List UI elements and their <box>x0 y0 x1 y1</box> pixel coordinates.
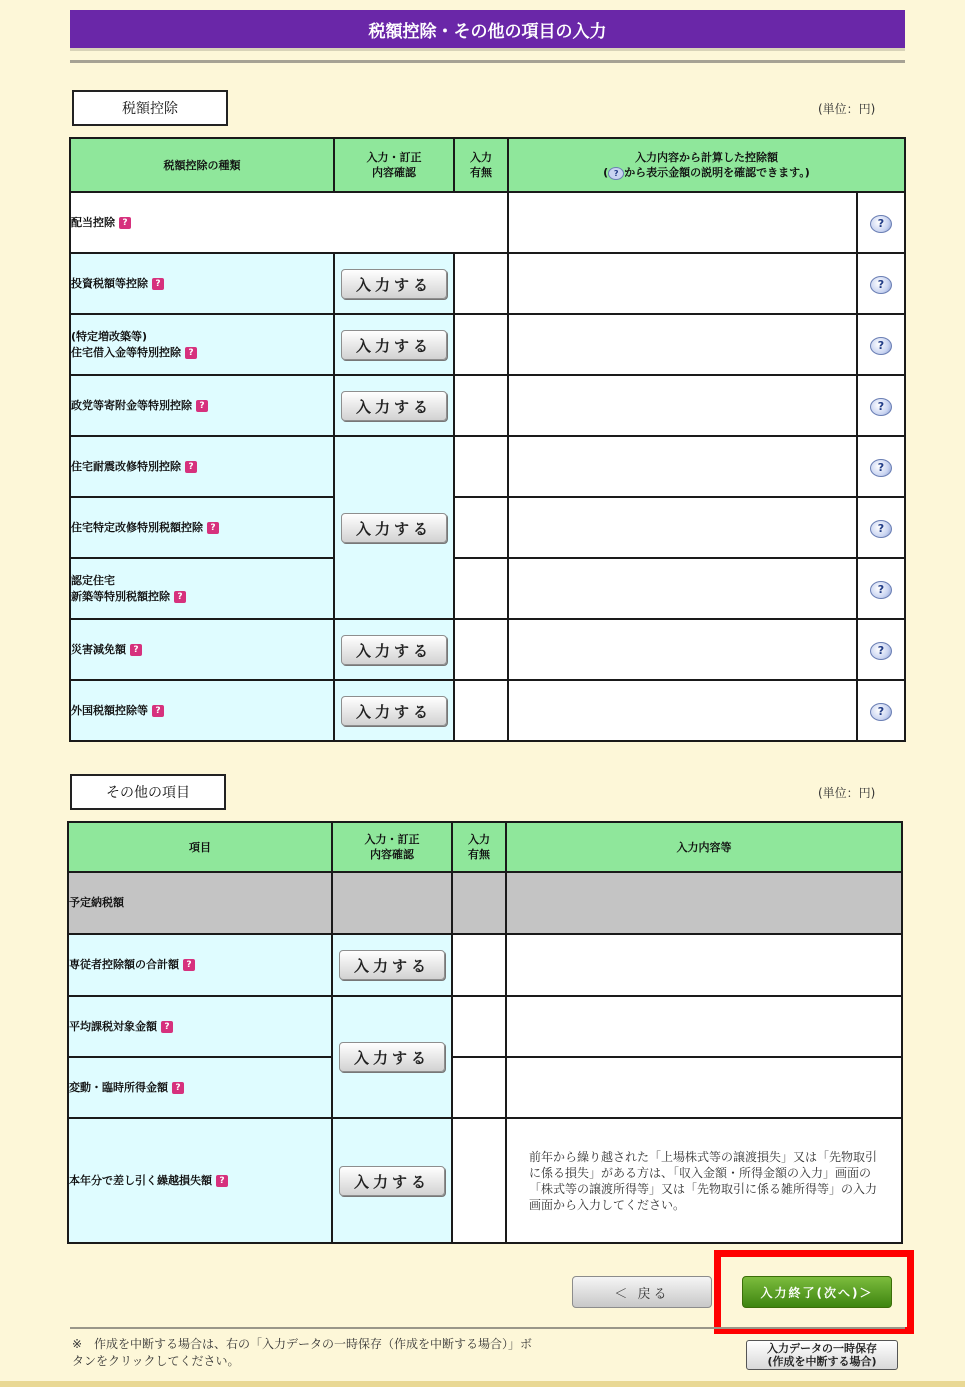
input-button[interactable]: 入力する <box>341 513 447 543</box>
question-icon[interactable]: ? <box>185 347 197 359</box>
table-row <box>70 680 905 741</box>
help-icon[interactable]: ? <box>870 642 892 660</box>
amount-cell <box>508 680 857 741</box>
header-divider <box>70 60 905 63</box>
table-row <box>68 1057 902 1118</box>
input-button[interactable]: 入力する <box>341 269 447 299</box>
col-header-confirm: 入力・訂正 内容確認 <box>332 822 452 872</box>
row-label: 住宅耐震改修特別控除 ? <box>70 436 334 497</box>
temporary-save-button[interactable] <box>746 1340 898 1370</box>
input-button[interactable]: 入力する <box>339 950 445 980</box>
input-button[interactable]: 入力する <box>341 391 447 421</box>
row-label: 本年分で差し引く繰越損失額 ? <box>68 1118 332 1243</box>
table-row <box>68 1118 902 1243</box>
amount-cell <box>508 497 857 558</box>
other-section-label: その他の項目 <box>70 774 226 810</box>
col-header-type: 税額控除の種類 <box>70 138 334 192</box>
input-button[interactable]: 入力する <box>341 696 447 726</box>
input-button[interactable]: 入力する <box>339 1042 445 1072</box>
question-icon[interactable]: ? <box>172 1082 184 1094</box>
presence-cell <box>452 996 506 1057</box>
col-header-presence: 入力 有無 <box>452 822 506 872</box>
table-row <box>70 192 905 253</box>
amount-cell <box>508 558 857 619</box>
help-icon[interactable]: ? <box>870 215 892 233</box>
help-icon[interactable]: ? <box>870 703 892 721</box>
presence-cell <box>454 436 508 497</box>
help-icon[interactable]: ? <box>870 276 892 294</box>
amount-cell <box>508 253 857 314</box>
row-label: 認定住宅 新築等特別税額控除 ? <box>70 558 334 619</box>
presence-cell <box>454 558 508 619</box>
row-label: (特定増改築等) 住宅借入金等特別控除 ? <box>70 314 334 375</box>
table-row <box>70 375 905 436</box>
tax-section-label: 税額控除 <box>72 90 228 126</box>
col-header-content: 入力内容等 <box>506 822 902 872</box>
footer-divider <box>70 1327 905 1329</box>
help-icon[interactable]: ? <box>870 520 892 538</box>
question-icon[interactable]: ? <box>196 400 208 412</box>
question-icon[interactable]: ? <box>161 1021 173 1033</box>
help-icon[interactable]: ? <box>870 459 892 477</box>
help-icon: ? <box>608 167 624 180</box>
row-label: 外国税額控除等 ? <box>70 680 334 741</box>
question-icon[interactable]: ? <box>152 278 164 290</box>
row-label: 予定納税額 <box>68 872 332 934</box>
input-button[interactable]: 入力する <box>339 1166 445 1196</box>
table-row <box>70 558 905 619</box>
save-label-line1: 入力データの一時保存 <box>767 1342 877 1355</box>
question-icon[interactable]: ? <box>119 217 131 229</box>
question-icon[interactable]: ? <box>183 959 195 971</box>
row-label: 平均課税対象金額 ? <box>68 996 332 1057</box>
row-label: 住宅特定改修特別税額控除 ? <box>70 497 334 558</box>
carryover-note: 前年から繰り越された「上場株式等の譲渡損失」又は「先物取引に係る損失」がある方は、「収入金額・所得金額の入力」画面の「株式等の譲渡所得等」又は「先物取引に係る雑所得等」の入力画面から入力してください。 <box>506 1118 902 1243</box>
footer-note: ※ 作成を中断する場合は、右の「入力データの一時保存（作成を中断する場合）」ボタンをクリックしてください。 <box>72 1337 533 1368</box>
input-button[interactable]: 入力する <box>341 635 447 665</box>
row-label: 災害減免額 ? <box>70 619 334 680</box>
question-icon[interactable]: ? <box>207 522 219 534</box>
col-header-confirm: 入力・訂正 内容確認 <box>334 138 454 192</box>
save-label-line2: (作成を中断する場合) <box>767 1355 877 1368</box>
question-icon[interactable]: ? <box>130 644 142 656</box>
help-icon[interactable]: ? <box>870 581 892 599</box>
presence-cell <box>454 253 508 314</box>
page-title: 税額控除・その他の項目の入力 <box>70 10 905 51</box>
highlight-annotation <box>714 1250 914 1334</box>
presence-cell <box>454 680 508 741</box>
amount-cell <box>508 192 857 253</box>
question-icon[interactable]: ? <box>216 1175 228 1187</box>
presence-cell <box>454 619 508 680</box>
other-items-table <box>67 821 903 1244</box>
col-header-item: 項目 <box>68 822 332 872</box>
question-icon[interactable]: ? <box>152 705 164 717</box>
table-row <box>68 996 902 1057</box>
row-label: 配当控除 ? <box>70 192 508 253</box>
question-icon[interactable]: ? <box>174 591 186 603</box>
presence-cell <box>454 375 508 436</box>
content-cell <box>506 996 902 1057</box>
finish-input-next-button[interactable]: 入力終了(次へ)＞ <box>742 1276 892 1308</box>
content-cell <box>506 934 902 996</box>
row-label: 投資税額等控除 ? <box>70 253 334 314</box>
tax-credit-table <box>69 137 906 742</box>
content-cell <box>506 1057 902 1118</box>
presence-cell <box>452 1057 506 1118</box>
other-unit-label: (単位：円) <box>818 786 876 800</box>
col-header-presence: 入力 有無 <box>454 138 508 192</box>
input-button[interactable]: 入力する <box>341 330 447 360</box>
table-row <box>70 619 905 680</box>
presence-cell <box>452 1118 506 1243</box>
table-row <box>68 934 902 996</box>
tax-unit-label: (単位：円) <box>818 102 876 116</box>
help-icon[interactable]: ? <box>870 337 892 355</box>
row-label: 政党等寄附金等特別控除 ? <box>70 375 334 436</box>
amount-cell <box>508 619 857 680</box>
table-row <box>70 436 905 497</box>
presence-cell <box>454 314 508 375</box>
amount-cell <box>508 375 857 436</box>
row-label: 専従者控除額の合計額 ? <box>68 934 332 996</box>
amount-cell <box>508 314 857 375</box>
table-row <box>68 872 902 934</box>
amount-cell <box>508 436 857 497</box>
question-icon[interactable]: ? <box>185 461 197 473</box>
table-row <box>70 497 905 558</box>
row-label: 変動・臨時所得金額 ? <box>68 1057 332 1118</box>
back-button[interactable]: ＜ 戻る <box>572 1276 712 1308</box>
help-icon[interactable]: ? <box>870 398 892 416</box>
table-row <box>70 314 905 375</box>
presence-cell <box>452 934 506 996</box>
presence-cell <box>454 497 508 558</box>
col-header-amount: 入力内容から計算した控除額 ( ? から表示金額の説明を確認できます。) <box>508 138 905 192</box>
bottom-bar <box>0 1381 965 1387</box>
table-row <box>70 253 905 314</box>
